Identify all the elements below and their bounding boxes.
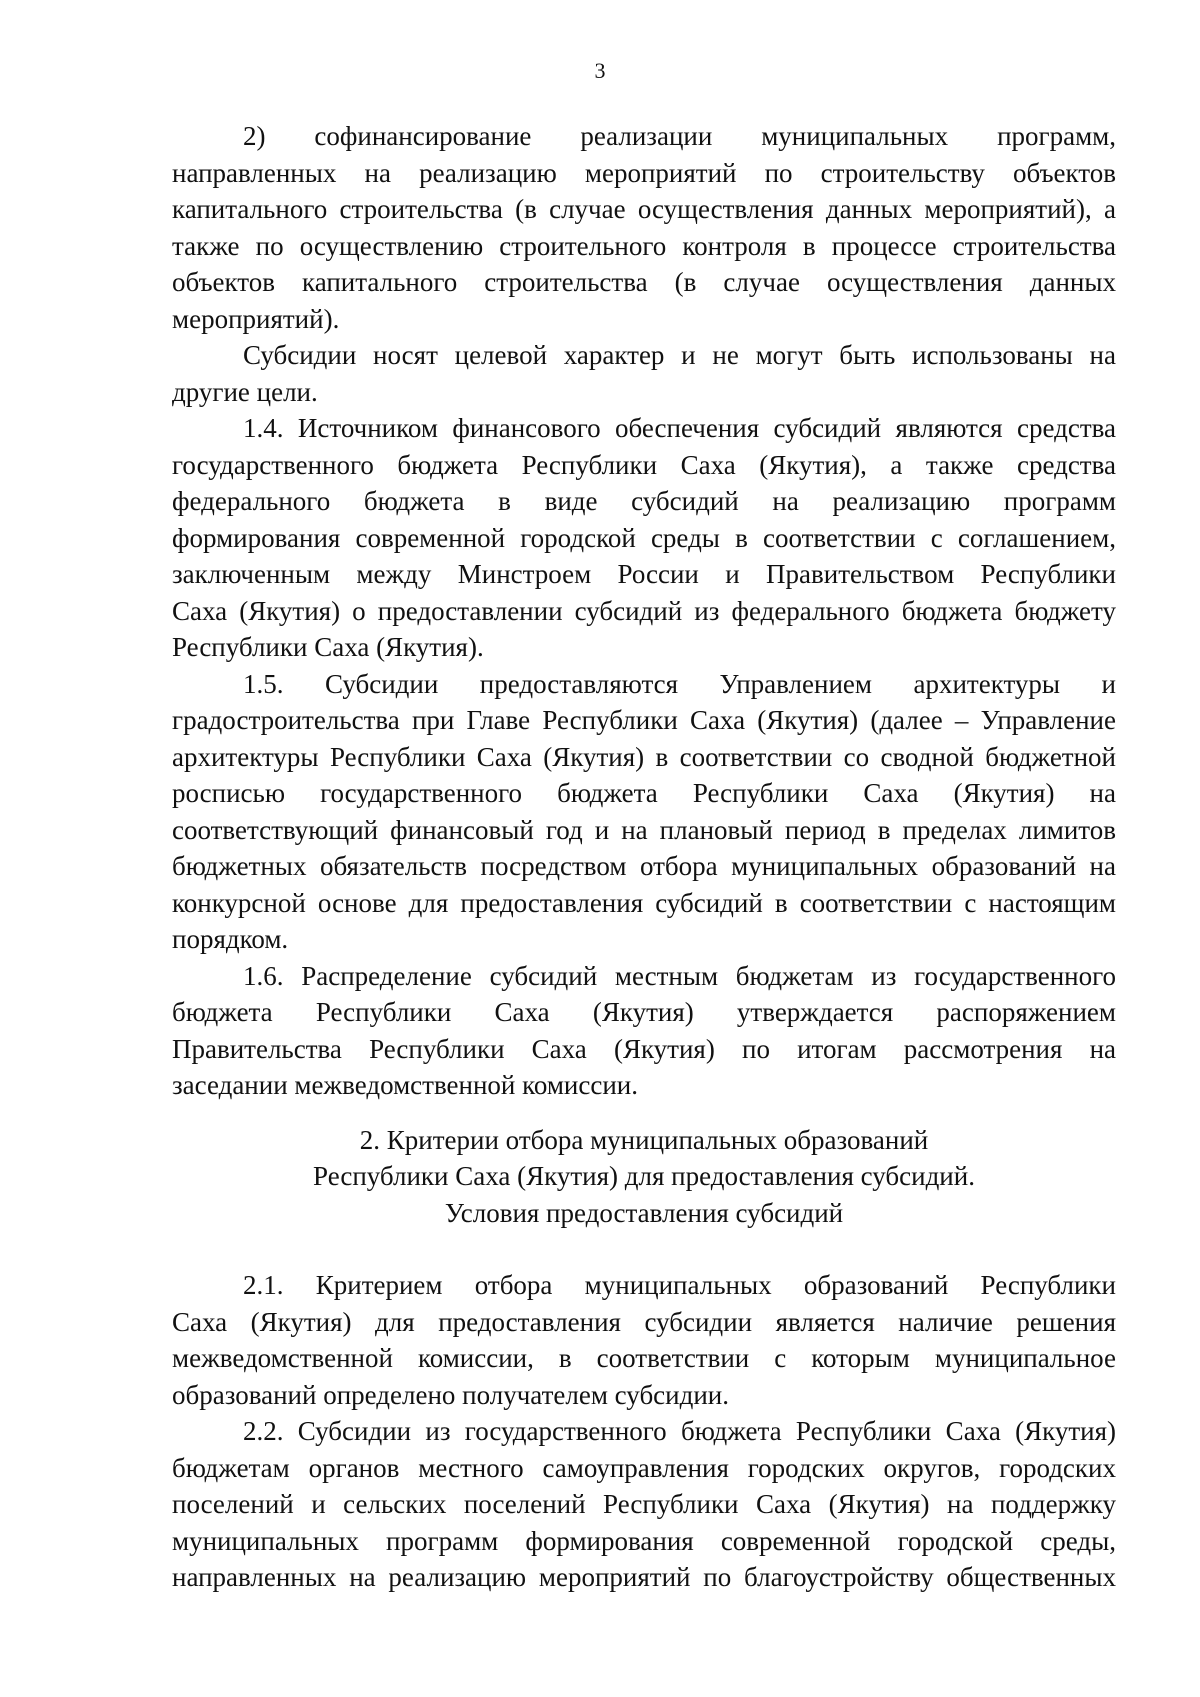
text-line: 1.6. Распределение субсидий местным бюджетам из государственного (243, 960, 1116, 991)
text-line: формирования современной городской среды в соответствии с соглашением, (172, 522, 1116, 553)
section-heading-line: 2. Критерии отбора муниципальных образований (359, 1124, 929, 1155)
text-line: конкурсной основе для предоставления субсидий в соответствии с настоящим (172, 887, 1116, 918)
text-line: 2) софинансирование реализации муниципальных программ, (243, 121, 1116, 151)
text-line: федерального бюджета в виде субсидий на реализацию программ (172, 486, 1116, 516)
text-line: Саха (Якутия) для предоставления субсидии является наличие решения (172, 1306, 1116, 1337)
text-line: мероприятий). (172, 303, 340, 334)
text-line: 2.1. Критерием отбора муниципальных образований Республики (243, 1270, 1116, 1300)
text-line: образований определено получателем субсидии. (172, 1379, 729, 1410)
text-line: поселений и сельских поселений Республики Саха (Якутия) на поддержку (172, 1489, 1116, 1519)
text-line: 1.5. Субсидии предоставляются Управлением архитектуры и (243, 668, 1116, 699)
text-line: государственного бюджета Республики Саха (Якутия), а также средства (172, 449, 1116, 480)
text-line: бюджетных обязательств посредством отбора муниципальных образований на (172, 851, 1116, 881)
text-line: другие цели. (172, 376, 318, 407)
paragraph-spacer (172, 1231, 1116, 1249)
text-line: направленных на реализацию мероприятий по благоустройству общественных (172, 1562, 1116, 1592)
page-number: 3 (594, 58, 606, 83)
text-line: 2.2. Субсидии из государственного бюджета Республики Саха (Якутия) (243, 1416, 1116, 1446)
text-line: градостроительства при Главе Республики Саха (Якутия) (далее – Управление (172, 705, 1116, 735)
document-body (172, 118, 1116, 1596)
text-line: 1.4. Источником финансового обеспечения субсидий являются средства (243, 413, 1116, 443)
text-line: муниципальных программ формирования современной городской среды, (172, 1525, 1116, 1556)
text-line: Республики Саха (Якутия). (172, 632, 484, 662)
text-line: бюджета Республики Саха (Якутия) утверждается распоряжением (172, 997, 1116, 1027)
text-line: Правительства Республики Саха (Якутия) по итогам рассмотрения на (172, 1033, 1116, 1064)
section-heading-line: Республики Саха (Якутия) для предоставления субсидий. (313, 1161, 975, 1191)
text-line: Саха (Якутия) о предоставлении субсидий из федерального бюджета бюджету (172, 595, 1116, 626)
text-line: направленных на реализацию мероприятий по строительству объектов (172, 157, 1116, 188)
text-line: росписью государственного бюджета Республики Саха (Якутия) на (172, 778, 1116, 808)
paragraph-spacer (172, 1249, 1116, 1267)
text-line: архитектуры Республики Саха (Якутия) в соответствии со сводной бюджетной (172, 741, 1116, 772)
text-line: также по осуществлению строительного контроля в процессе строительства (172, 230, 1116, 261)
text-line: капитального строительства (в случае осуществления данных мероприятий), а (172, 194, 1116, 224)
text-line: заключенным между Минстроем России и Правительством Республики (172, 559, 1116, 589)
paragraph-spacer (172, 1104, 1116, 1122)
text-line: порядком. (172, 924, 289, 954)
section-heading-line: Условия предоставления субсидий (444, 1197, 844, 1228)
text-line: межведомственной комиссии, в соответствии с которым муниципальное (172, 1343, 1116, 1373)
text-line: Субсидии носят целевой характер и не могут быть использованы на (243, 340, 1116, 370)
text-line: бюджетам органов местного самоуправления городских округов, городских (172, 1452, 1116, 1483)
text-line: соответствующий финансовый год и на плановый период в пределах лимитов (172, 814, 1116, 845)
text-line: заседании межведомственной комиссии. (172, 1070, 639, 1100)
text-line: объектов капитального строительства (в случае осуществления данных (172, 267, 1116, 297)
